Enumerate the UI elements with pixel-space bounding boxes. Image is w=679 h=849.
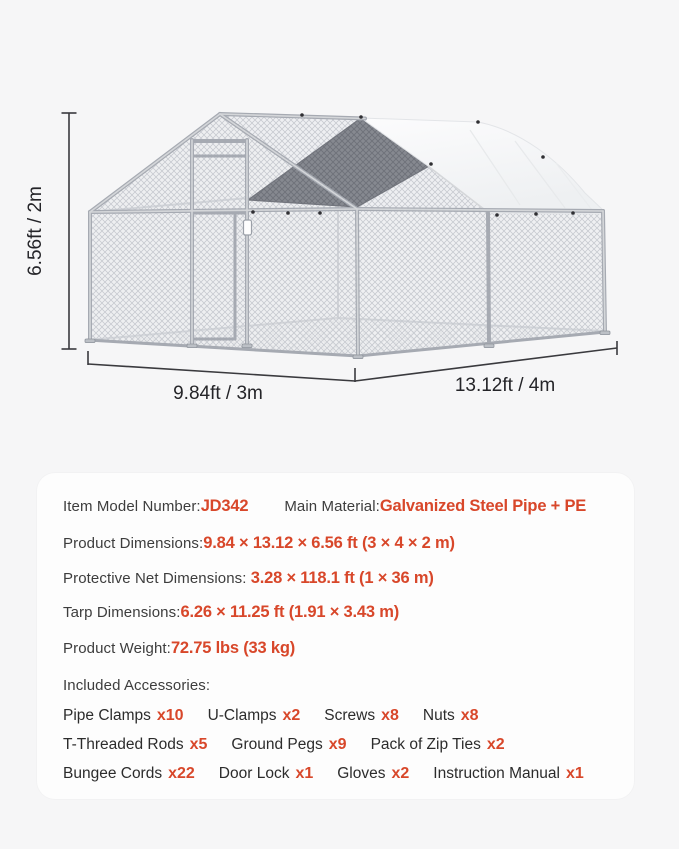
accessory-gloves: Gloves x2 xyxy=(337,765,410,782)
accessory-instruction-manual: Instruction Manual x1 xyxy=(433,765,584,782)
spec-panel xyxy=(37,473,634,799)
spec-material-value: Galvanized Steel Pipe + PE xyxy=(379,497,587,515)
height-dimension-label: 6.56ft / 2m xyxy=(25,186,46,276)
length-dimension-label: 13.12ft / 4m xyxy=(454,375,556,396)
spec-model-label: Item Model Number: xyxy=(63,498,201,515)
spec-weight xyxy=(63,637,634,660)
side-wall-mesh xyxy=(357,209,605,356)
accessory-bungee-cords: Bungee Cords x22 xyxy=(63,765,195,782)
spec-tarp-dimensions-value: 6.26 × 11.25 ft (1.91 × 3.43 m) xyxy=(180,603,400,621)
spec-tarp-dimensions xyxy=(63,601,634,624)
accessory-nuts: Nuts x8 xyxy=(422,707,479,724)
spec-material xyxy=(284,495,586,518)
door-latch xyxy=(244,220,252,235)
spec-accessories-heading: Included Accessories: xyxy=(63,677,211,694)
spec-weight-value: 72.75 lbs (33 kg) xyxy=(170,639,296,657)
spec-material-label: Main Material: xyxy=(284,498,380,515)
accessory-ground-pegs: Ground Pegs x9 xyxy=(231,736,347,753)
accessory-u-clamps: U-Clamps x2 xyxy=(207,707,301,724)
spec-weight-label: Product Weight: xyxy=(63,640,171,657)
accessory-screws: Screws x8 xyxy=(324,707,399,724)
spec-row-model-material xyxy=(63,495,634,518)
accessory-t-threaded-rods: T-Threaded Rods x5 xyxy=(63,736,208,753)
accessory-zip-ties: Pack of Zip Ties x2 xyxy=(370,736,505,753)
spec-model-value: JD342 xyxy=(200,497,249,515)
spec-net-dimensions-label: Protective Net Dimensions: xyxy=(63,570,251,587)
spec-product-dimensions-label: Product Dimensions: xyxy=(63,535,204,552)
spec-tarp-dimensions-label: Tarp Dimensions: xyxy=(63,604,181,621)
accessory-pipe-clamps: Pipe Clamps x10 xyxy=(63,707,184,724)
spec-net-dimensions-value: 3.28 × 118.1 ft (1 × 36 m) xyxy=(250,569,434,587)
spec-model xyxy=(63,495,248,518)
spec-product-dimensions-value: 9.84 × 13.12 × 6.56 ft (3 × 4 × 2 m) xyxy=(203,534,455,552)
width-dimension-label: 9.84ft / 3m xyxy=(173,383,263,404)
accessories-row-3 xyxy=(63,763,634,785)
accessories-row-1 xyxy=(63,705,634,727)
accessories-row-2 xyxy=(63,734,634,756)
spec-product-dimensions xyxy=(63,532,634,555)
accessory-door-lock: Door Lock x1 xyxy=(218,765,314,782)
spec-net-dimensions xyxy=(63,567,634,590)
